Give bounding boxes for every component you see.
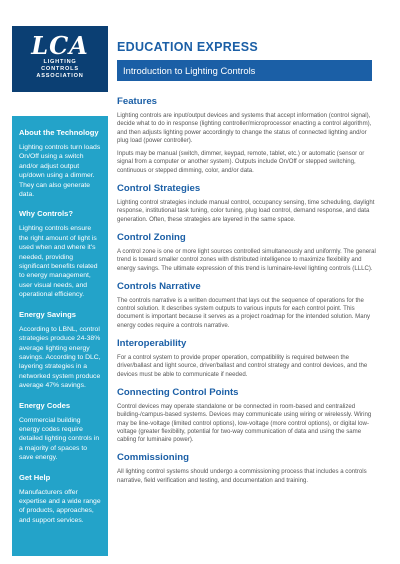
logo-line-3: ASSOCIATION [36, 72, 84, 79]
sidebar-heading-about: About the Technology [19, 128, 99, 137]
sidebar-body-energy-savings: According to LBNL, control strategies produce 24-38% average lighting energy savings. According to DLC, layering strategies in a networked system produce average 47% savings. [19, 325, 101, 390]
section-paragraph: Lighting controls are input/output devices and systems that accept information (control signal), decide what to do in response (lighting controller/microprocessor enacting a control algorithm), and then adjusts lighting power accordingly to change the status of connected lighting and/or plug load (power controller). [117, 112, 372, 144]
logo-line-2: CONTROLS [41, 65, 79, 72]
section-paragraph: The controls narrative is a written document that lays out the sequence of operations for the control solution. It describes system outputs to various inputs for each control point. This document is important because it serves as a project roadmap for the intended solution. Many energy codes require a controls narrative. [117, 296, 371, 329]
section-heading-control-strategies: Control Strategies [117, 183, 201, 195]
lca-logo [12, 26, 108, 92]
section-paragraph: Control devices may operate standalone or be connected in room-based and centralized building-/campus-based systems. Devices may communicate using wiring or wirelessly. Wiring may be line-voltage (limited control options), low-voltage (more control options), or digital low-voltage (greater flexibility, potential for two-way communication of data and using the same cabling for luminaire power). [117, 402, 372, 444]
section-paragraph: All lighting control systems should undergo a commissioning process that includes a controls narrative, field verification and testing, and documentation and training. [117, 468, 367, 484]
section-heading-controls-narrative: Controls Narrative [117, 280, 201, 292]
section-paragraph: A control zone is one or more light sources controlled simultaneously and uniformly. The general trend is toward smaller control zones with distributed intelligence to maximize flexibility and energy savings. The ultimate expression of this trend is luminaire-level lighting controls (LLLC). [117, 247, 376, 272]
document-subtitle: Introduction to Lighting Controls [123, 65, 256, 76]
sidebar [12, 116, 108, 556]
sidebar-body-why: Lighting controls ensure the right amount of light is used when and where it's needed, providing significant benefits related to energy management, user visual needs, and operational efficiency. [19, 225, 98, 299]
document-subtitle-bar [117, 60, 372, 81]
section-heading-features: Features [117, 96, 157, 107]
section-paragraph: Inputs may be manual (switch, dimmer, keypad, remote, tablet, etc.) or automatic (sensor or signal from a computer or another system). Outputs include On/Off or stepped switching, continuous or stepped dimming, color, and/or data. [117, 150, 365, 174]
section-heading-connecting-control-points: Connecting Control Points [117, 386, 239, 398]
sidebar-heading-energy-savings: Energy Savings [19, 309, 76, 319]
section-heading-control-zoning: Control Zoning [117, 231, 186, 243]
document-title: EDUCATION EXPRESS [117, 40, 259, 54]
main-content [117, 88, 377, 490]
logo-mark: LCA [31, 31, 89, 60]
section-heading-commissioning: Commissioning [117, 452, 189, 464]
sidebar-heading-get-help: Get Help [19, 472, 51, 482]
section-paragraph: Lighting control strategies include manual control, occupancy sensing, time scheduling, daylight response, institutional task tuning, color tuning, plug load control, demand response, and data generation. Often, these strategies are layered in the same space. [117, 199, 375, 223]
sidebar-heading-energy-codes: Energy Codes [19, 400, 71, 410]
section-paragraph: For a control system to provide proper operation, compatibility is required between the driver/ballast and light source, driver/ballast and control strategy and control devices, and the devices must be able to communicate if needed. [117, 354, 368, 378]
logo-line-1: LIGHTING [43, 59, 77, 65]
sidebar-body-about: Lighting controls turn loads On/Off using a switch and/or adjust output up/down using a dimmer. They can also generate data. [19, 144, 101, 199]
sidebar-body-get-help: Manufacturers offer expertise and a wide range of products, approaches, and support services. [19, 488, 101, 524]
sidebar-heading-why: Why Controls? [19, 209, 73, 219]
sidebar-body-energy-codes: Commercial building energy codes require detailed lighting controls in a majority of spaces to save energy. [19, 416, 100, 462]
section-heading-interoperability: Interoperability [117, 338, 187, 350]
